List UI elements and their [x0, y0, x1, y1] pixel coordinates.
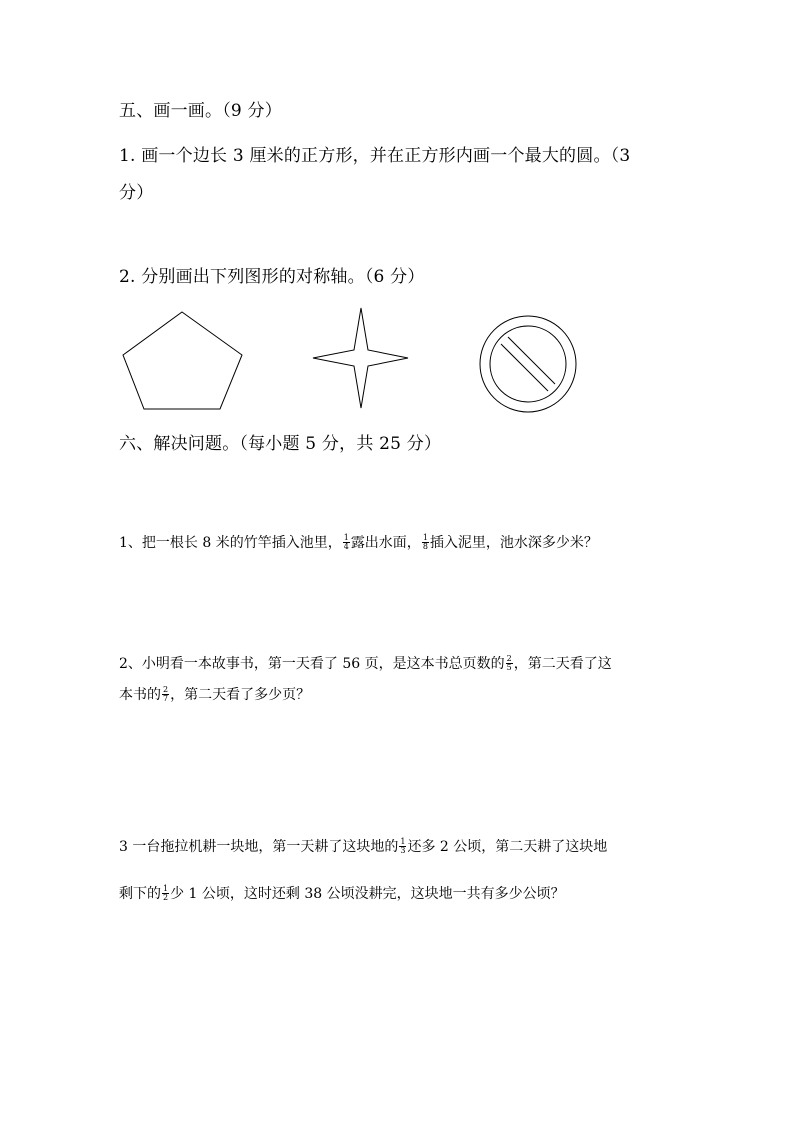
question-1-line-1: 1. 画一个边长 3 厘米的正方形，并在正方形内画一个最大的圆。（3 — [119, 146, 631, 166]
four-point-star-icon — [310, 306, 412, 410]
problem-2-line-1: 2、小明看一本故事书，第一天看了 56 页，是这本书总页数的 $\frac{2}{5}$ ，第二天看了这 — [119, 653, 612, 672]
fraction: $\frac{1}{8}$ — [422, 532, 428, 551]
question-2: 2. 分别画出下列图形的对称轴。（6 分） — [119, 267, 425, 287]
question-1-line-2: 分） — [119, 183, 154, 203]
fraction: $\frac{1}{3}$ — [400, 836, 406, 855]
fraction: $\frac{1}{2}$ — [163, 883, 169, 902]
section6-title: 六、解决问题。（每小题 5 分，共 25 分） — [119, 434, 442, 454]
problem-1: 1、把一根长 8 米的竹竿插入池里， $\frac{1}{4}$ 露出水面， $\frac{1}{8}$ 插入泥里，池水深多少米？ — [119, 532, 598, 551]
pentagon-icon — [118, 308, 248, 412]
problem-3-line-2: 剩下的 $\frac{1}{2}$ 少 1 公顷，这时还剩 38 公顷没耕完，这块地一共有多少公顷？ — [119, 883, 565, 902]
fraction: $\frac{2}{7}$ — [163, 684, 169, 703]
no-sign-icon — [476, 312, 580, 416]
problem-2-line-2: 本书的 $\frac{2}{7}$ ，第二天看了多少页？ — [119, 684, 311, 703]
fraction: $\frac{1}{4}$ — [343, 532, 349, 551]
problem-3-line-1: 3 一台拖拉机耕一块地，第一天耕了这块地的 $\frac{1}{3}$ 还多 2 公顷，第二天耕了这块地 — [119, 836, 608, 855]
section5-title: 五、画一画。（9 分） — [119, 101, 282, 121]
fraction: $\frac{2}{5}$ — [506, 653, 512, 672]
